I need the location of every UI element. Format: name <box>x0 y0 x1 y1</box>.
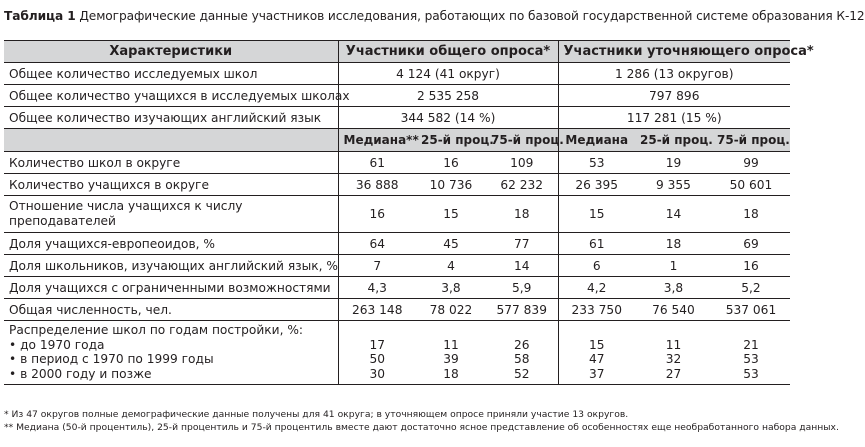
table-caption <box>4 9 865 23</box>
row-label: Отношение числа учащихся к числу преподавателей <box>4 196 338 233</box>
row-value: 45 <box>416 233 486 255</box>
cell-general: 4 124 (41 округ) <box>338 63 558 85</box>
header-characteristics: Характеристики <box>4 41 338 63</box>
table-row <box>4 277 790 299</box>
row-value: 15 <box>558 196 635 233</box>
header-general-survey: Участники общего опроса* <box>338 41 558 63</box>
row-value: 263 148 <box>338 299 416 321</box>
group-cell: 17 50 30 <box>338 321 416 385</box>
header-refining-survey: Участники уточняющего опроса* <box>558 41 790 63</box>
row-value: 26 395 <box>558 174 635 196</box>
statistics-rows <box>4 152 790 321</box>
row-label: Доля учащихся с ограниченными возможностями <box>4 277 338 299</box>
row-value: 77 <box>486 233 558 255</box>
row-value: 5,9 <box>486 277 558 299</box>
caption-label: Таблица 1 <box>4 9 76 23</box>
group-cell: 15 47 37 <box>558 321 635 385</box>
group-cell: 21 53 53 <box>712 321 790 385</box>
group-cell: 11 32 27 <box>635 321 712 385</box>
row-label: Количество учащихся в округе <box>4 174 338 196</box>
subheader-p25: 25-й проц. <box>635 129 712 152</box>
group-cell: 26 58 52 <box>486 321 558 385</box>
row-value: 109 <box>486 152 558 174</box>
row-value: 18 <box>712 196 790 233</box>
table-row <box>4 174 790 196</box>
footnote: * Из 47 округов полные демографические данные получены для 41 округа; в уточняющем опросе приняли участие 13 округов. <box>4 409 629 420</box>
subheader-p75: 75-й проц. <box>486 129 558 152</box>
cell-refining: 797 896 <box>558 85 790 107</box>
cell-general: 344 582 (14 %) <box>338 107 558 129</box>
row-value: 6 <box>558 255 635 277</box>
row-value: 61 <box>338 152 416 174</box>
table-row <box>4 299 790 321</box>
table-row-group <box>4 321 790 385</box>
row-value: 36 888 <box>338 174 416 196</box>
table-row <box>4 107 790 129</box>
cell-general: 2 535 258 <box>338 85 558 107</box>
row-value: 4 <box>416 255 486 277</box>
row-value: 5,2 <box>712 277 790 299</box>
row-label: Доля учащихся-европеоидов, % <box>4 233 338 255</box>
subheader-p25: 25-й проц. <box>416 129 486 152</box>
table-row <box>4 255 790 277</box>
table-row <box>4 233 790 255</box>
footnotes <box>4 408 839 434</box>
subheader-median: Медиана <box>558 129 635 152</box>
table-subheader-row <box>4 129 790 152</box>
row-value: 577 839 <box>486 299 558 321</box>
cell-refining: 117 281 (15 %) <box>558 107 790 129</box>
row-label: Количество школ в округе <box>4 152 338 174</box>
row-value: 15 <box>416 196 486 233</box>
row-value: 3,8 <box>635 277 712 299</box>
table-header-row <box>4 41 790 63</box>
group-labels <box>4 321 338 385</box>
caption-text: Демографические данные участников исследования, работающих по базовой государственной системе образования К-12 <box>79 9 865 23</box>
row-value: 537 061 <box>712 299 790 321</box>
group-title: Распределение школ по годам постройки, %: <box>9 323 304 337</box>
table-row <box>4 85 790 107</box>
row-value: 3,8 <box>416 277 486 299</box>
row-label: Доля школьников, изучающих английский язык, % <box>4 255 338 277</box>
group-item-label: • в 2000 году и позже <box>9 366 152 381</box>
row-value: 4,3 <box>338 277 416 299</box>
row-value: 19 <box>635 152 712 174</box>
cell-refining: 1 286 (13 округов) <box>558 63 790 85</box>
row-value: 99 <box>712 152 790 174</box>
row-value: 50 601 <box>712 174 790 196</box>
subheader-p75: 75-й проц. <box>712 129 790 152</box>
row-value: 78 022 <box>416 299 486 321</box>
row-label: Общее количество изучающих английский язык <box>4 107 338 129</box>
demographics-table <box>4 40 814 385</box>
row-value: 16 <box>338 196 416 233</box>
table-row <box>4 63 790 85</box>
row-value: 7 <box>338 255 416 277</box>
row-value: 18 <box>635 233 712 255</box>
group-item-label: • в период с 1970 по 1999 годы <box>9 352 214 366</box>
row-label: Общая численность, чел. <box>4 299 338 321</box>
row-value: 16 <box>416 152 486 174</box>
table-row <box>4 152 790 174</box>
row-value: 14 <box>635 196 712 233</box>
footnote: ** Медиана (50-й процентиль), 25-й процентиль и 75-й процентиль вместе дают достаточно ясное представление об особенностях еще необработанного набора данных. <box>4 422 839 433</box>
row-value: 69 <box>712 233 790 255</box>
group-item-label: • до 1970 года <box>9 337 105 352</box>
row-value: 1 <box>635 255 712 277</box>
row-label: Общее количество исследуемых школ <box>4 63 338 85</box>
row-value: 62 232 <box>486 174 558 196</box>
row-value: 76 540 <box>635 299 712 321</box>
row-value: 53 <box>558 152 635 174</box>
row-value: 4,2 <box>558 277 635 299</box>
row-value: 18 <box>486 196 558 233</box>
row-value: 61 <box>558 233 635 255</box>
row-value: 233 750 <box>558 299 635 321</box>
subheader-empty <box>4 129 338 152</box>
row-label: Общее количество учащихся в исследуемых школах <box>4 85 338 107</box>
row-value: 14 <box>486 255 558 277</box>
table-row <box>4 196 790 233</box>
row-value: 10 736 <box>416 174 486 196</box>
row-value: 9 355 <box>635 174 712 196</box>
row-value: 16 <box>712 255 790 277</box>
group-cell: 11 39 18 <box>416 321 486 385</box>
row-value: 64 <box>338 233 416 255</box>
subheader-median: Медиана** <box>338 129 416 152</box>
